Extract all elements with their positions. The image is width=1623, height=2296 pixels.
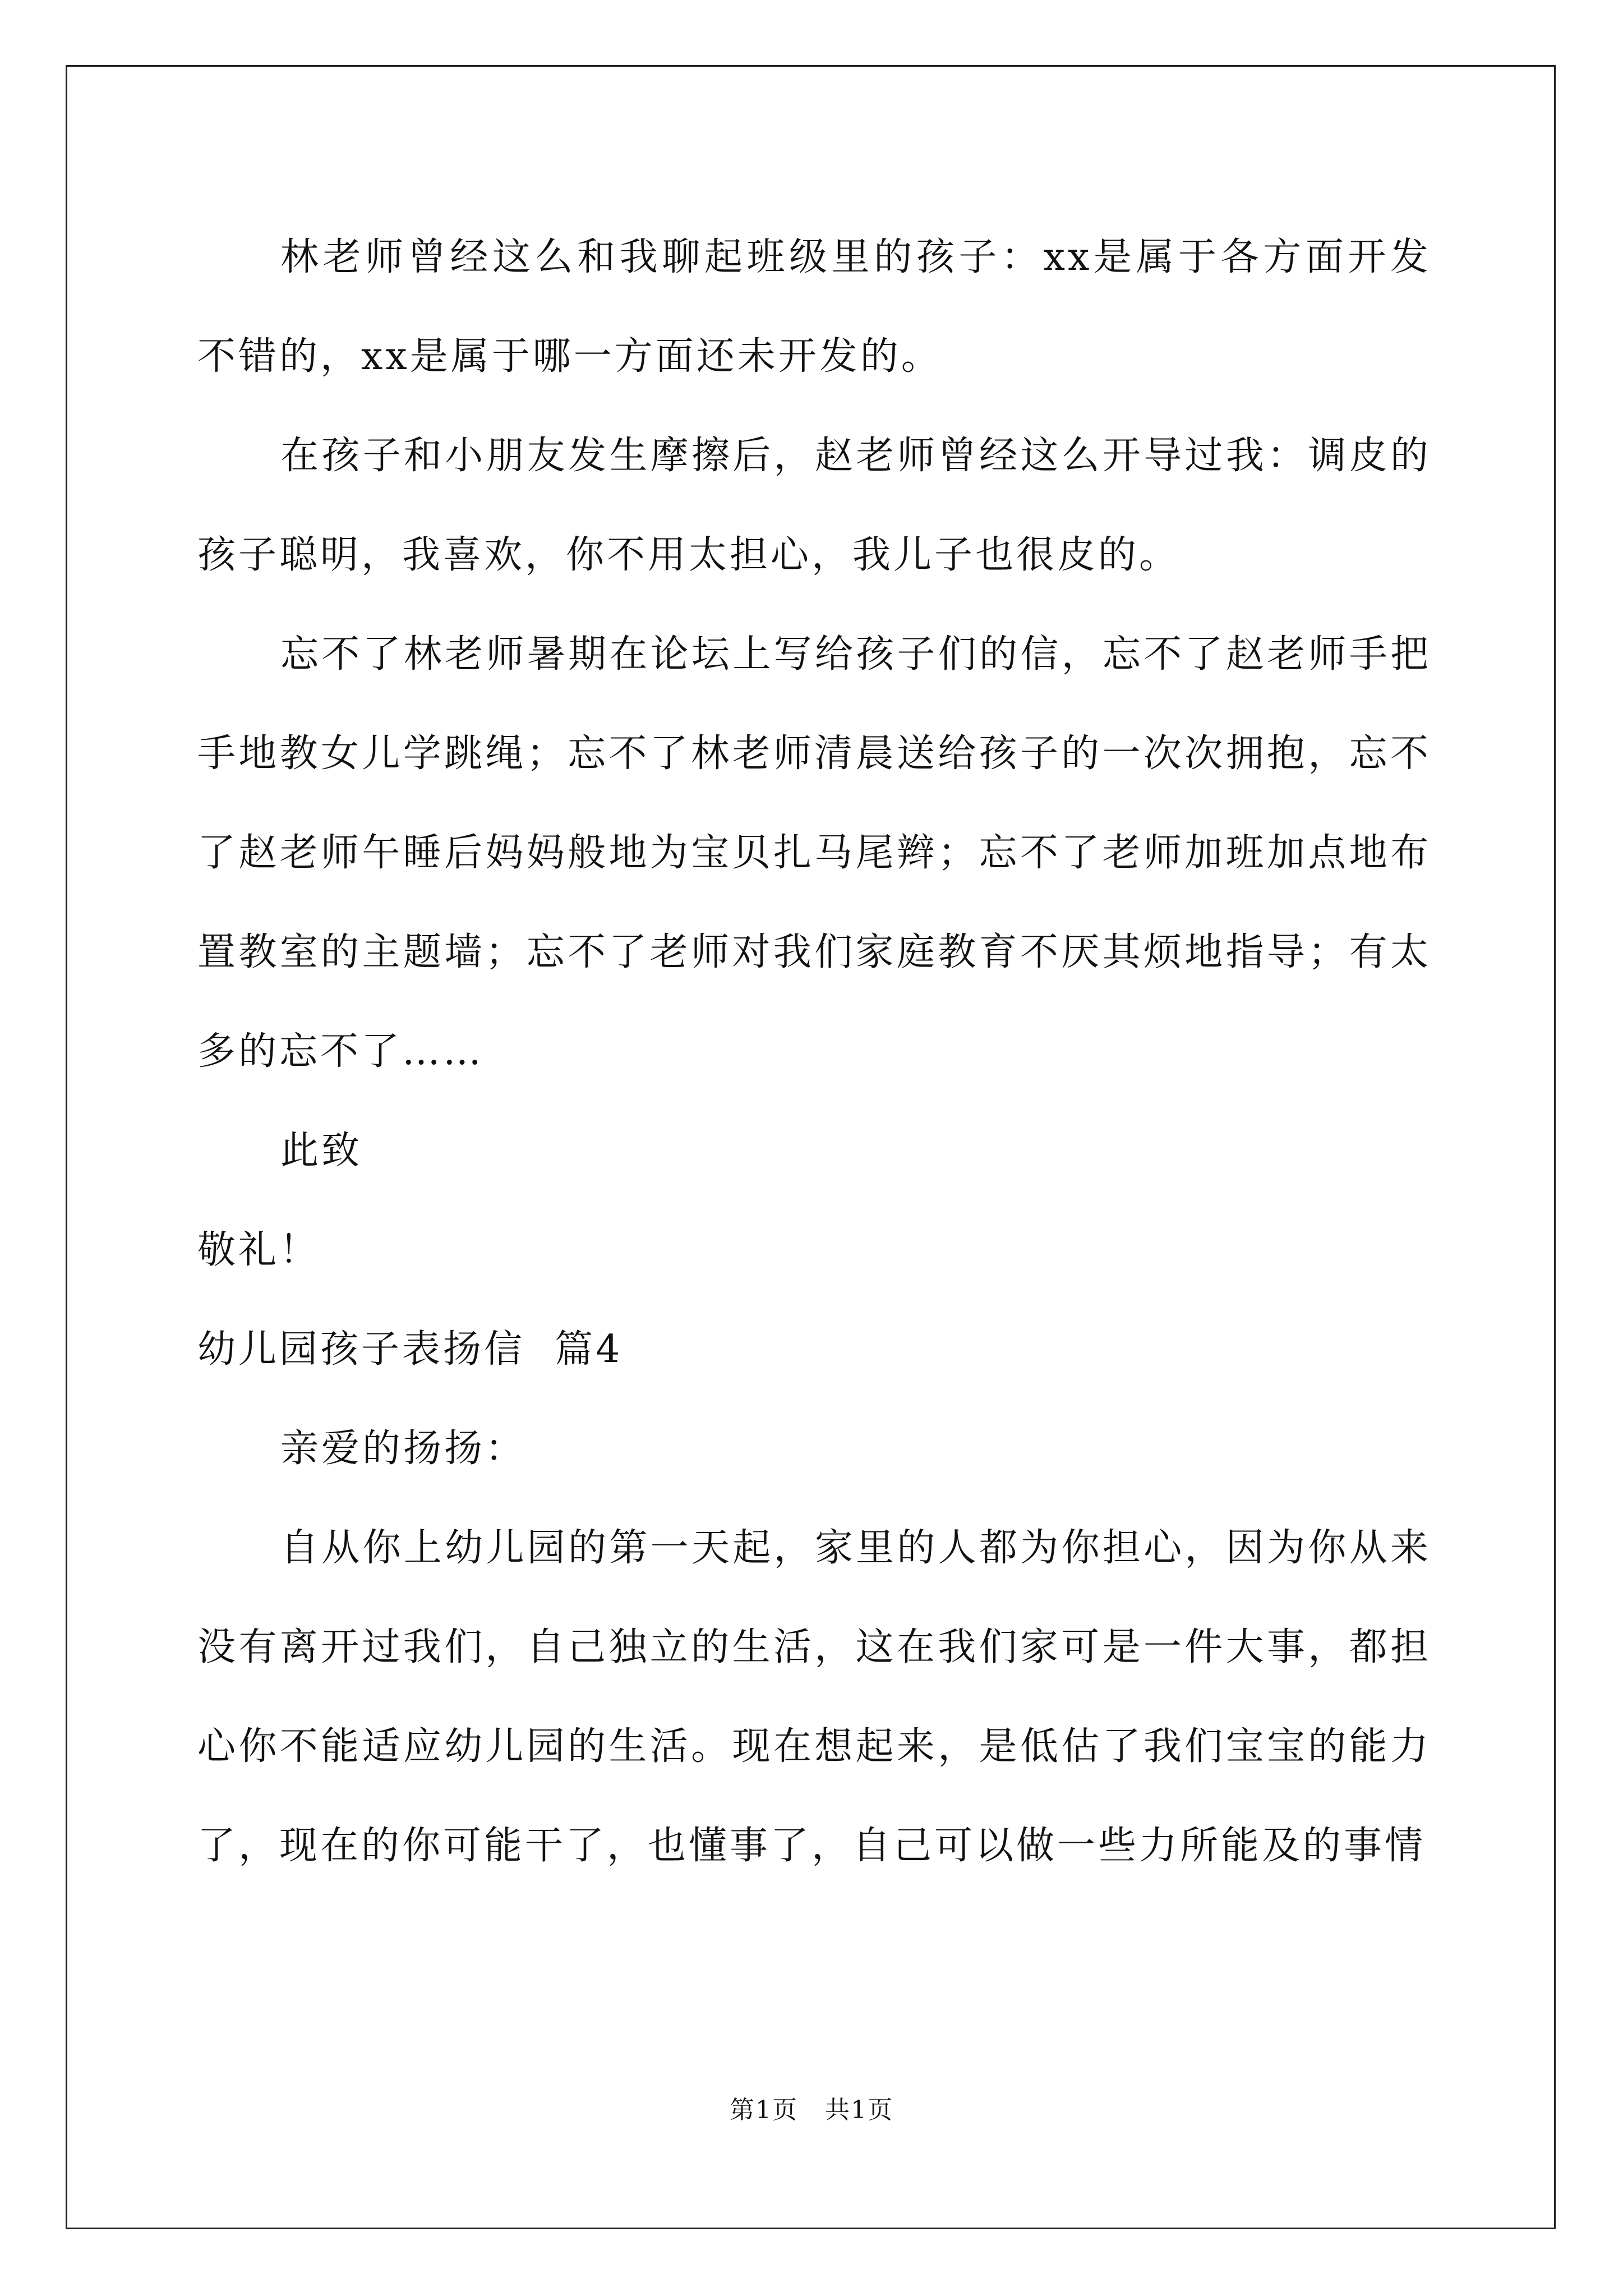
paragraph-cannot-forget: 忘不了林老师暑期在论坛上写给孩子们的信，忘不了赵老师手把手地教女儿学跳绳；忘不了林老师清晨送给孩子的一次次拥抱，忘不了赵老师午睡后妈妈般地为宝贝扎马尾辫；忘不了老师加班加点地布置教室的主题墙；忘不了老师对我们家庭教育不厌其烦地指导；有太多的忘不了…… bbox=[197, 632, 1431, 1074]
page-footer: 第1页 共1页 bbox=[730, 2096, 893, 2124]
document-body bbox=[197, 208, 1431, 1895]
paragraph-teacher-lin-talk: 林老师曾经这么和我聊起班级里的孩子：xx是属于各方面开发不错的，xx是属于哪一方面还未开发的。 bbox=[197, 235, 1431, 379]
closing-ci-zhi: 此致 bbox=[280, 1129, 363, 1173]
salutation: 亲爱的扬扬： bbox=[280, 1427, 527, 1471]
closing-jing-li: 敬礼！ bbox=[197, 1228, 321, 1272]
paragraph-first-day: 自从你上幼儿园的第一天起，家里的人都为你担心，因为你从来没有离开过我们，自己独立的生活，这在我们家可是一件大事，都担心你不能适应幼儿园的生活。现在想起来，是低估了我们宝宝的能力了，现在的你可能干了，也懂事了，自己可以做一些力所能及的事情 bbox=[197, 1526, 1431, 1868]
paragraph-teacher-zhao-advice: 在孩子和小朋友发生摩擦后，赵老师曾经这么开导过我：调皮的孩子聪明，我喜欢，你不用太担心，我儿子也很皮的。 bbox=[197, 434, 1431, 577]
section-heading: 幼儿园孩子表扬信 篇4 bbox=[197, 1327, 623, 1372]
